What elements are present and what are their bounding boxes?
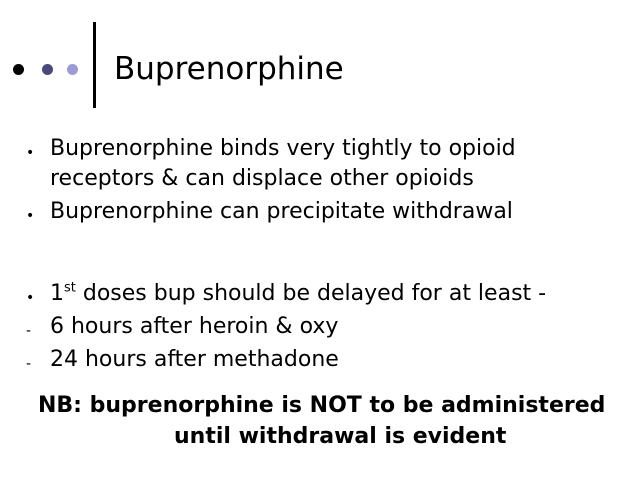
bullet-3-superscript: st: [64, 280, 76, 296]
bullet-marker: •: [26, 290, 35, 306]
dash-2-text: 24 hours after methadone: [50, 347, 339, 372]
dash-marker: -: [26, 323, 32, 339]
bullet-3-rest: doses bup should be delayed for at least -: [75, 281, 547, 306]
decoration-dot-black: [13, 64, 24, 75]
note-line-1: NB: buprenorphine is NOT to be administered: [38, 393, 606, 418]
bullet-3-prefix: 1: [50, 281, 64, 306]
decoration-dot-dark-blue: [42, 64, 53, 75]
bullet-marker: •: [26, 208, 35, 224]
bullet-marker: •: [26, 145, 35, 161]
dash-1-text: 6 hours after heroin & oxy: [50, 314, 339, 339]
bullet-2-text: Buprenorphine can precipitate withdrawal: [50, 199, 513, 224]
slide-title: Buprenorphine: [114, 51, 344, 87]
bullet-3-text: [50, 281, 546, 307]
bullet-1-line-1: Buprenorphine binds very tightly to opioid: [50, 136, 516, 161]
note-line-2: until withdrawal is evident: [174, 424, 507, 449]
decoration-dot-light-blue: [67, 64, 78, 75]
title-divider-line: [93, 22, 96, 108]
bullet-1-line-2: receptors & can displace other opioids: [50, 166, 474, 191]
dash-marker: -: [26, 356, 32, 372]
